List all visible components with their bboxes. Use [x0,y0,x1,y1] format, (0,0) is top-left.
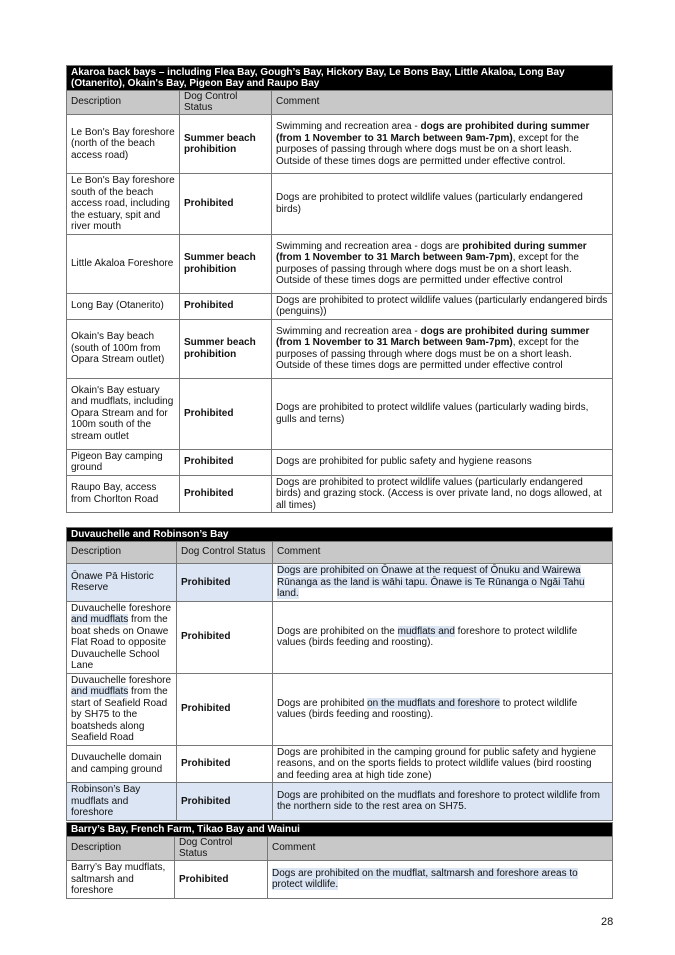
row-description: Duvauchelle foreshore and mudflats from the boat sheds on Onawe Flat Road to opposite Duvauchelle School Lane [67,601,177,673]
row-comment: Swimming and recreation area - dogs are prohibited during summer (from 1 November to 31 March between 9am-7pm), except for the purposes of passing through where dogs must be on a short leash. Outside of these times dogs are permitted under effective control [272,234,613,293]
row-description: Duvauchelle foreshore and mudflats from the start of Seafield Road by SH75 to the boatsheds along Seafield Road [67,673,177,745]
table-row [67,673,613,745]
row-status: Prohibited [177,673,273,745]
row-description: Long Bay (Otanerito) [67,293,180,319]
row-comment: Swimming and recreation area - dogs are prohibited during summer (from 1 November to 31 March between 9am-7pm), except for the purposes of passing through where dogs must be on a short leash. Outside of these times dogs are permitted under effective control [272,319,613,378]
table-title: Duvauchelle and Robinson’s Bay [67,528,613,542]
row-status: Prohibited [180,174,272,235]
table-row [67,115,613,174]
row-comment: Dogs are prohibited to protect wildlife values (particularly endangered birds) and grazing stock. (Access is over private land, no dogs allowed, at all times) [272,475,613,513]
table-row [67,601,613,673]
row-status: Prohibited [180,449,272,475]
row-status: Prohibited [177,745,273,783]
row-status: Prohibited [180,293,272,319]
header-comment: Comment [268,837,613,861]
row-status: Prohibited [177,783,273,821]
header-description: Description [67,837,175,861]
table-row [67,234,613,293]
table-title: Akaroa back bays – including Flea Bay, Gough’s Bay, Hickory Bay, Le Bons Bay, Little Akaloa, Long Bay (Otanerito), Okain's Bay, Pigeon Bay and Raupo Bay [67,66,613,91]
table-row [67,564,613,602]
barrys-bay-table [66,822,613,899]
table-title: Barry’s Bay, French Farm, Tikao Bay and Wainui [67,823,613,837]
row-comment: Dogs are prohibited on the mudflats and foreshore to protect wildlife values (birds feeding and roosting). [273,601,613,673]
row-comment: Dogs are prohibited for public safety and hygiene reasons [272,449,613,475]
row-description: Okain's Bay estuary and mudflats, including Opara Stream and for 100m south of the stream outlet [67,378,180,449]
akaroa-back-bays-table [66,65,613,513]
table-row [67,449,613,475]
row-status: Prohibited [177,601,273,673]
header-comment: Comment [273,542,613,564]
row-comment: Dogs are prohibited on the mudflat, saltmarsh and foreshore areas to protect wildlife. [268,861,613,899]
table-row [67,319,613,378]
table-row [67,783,613,821]
row-status: Summer beach prohibition [180,234,272,293]
row-description: Okain's Bay beach (south of 100m from Opara Stream outlet) [67,319,180,378]
row-status: Prohibited [180,378,272,449]
table-row [67,378,613,449]
header-description: Description [67,542,177,564]
row-comment: Dogs are prohibited to protect wildlife values (particularly endangered birds (penguins)) [272,293,613,319]
table-row [67,174,613,235]
row-description: Duvauchelle domain and camping ground [67,745,177,783]
row-description: Ōnawe Pā Historic Reserve [67,564,177,602]
header-status: Dog Control Status [177,542,273,564]
row-comment: Dogs are prohibited to protect wildlife values (particularly wading birds, gulls and terns) [272,378,613,449]
table-row [67,745,613,783]
table-row [67,861,613,899]
row-status: Prohibited [180,475,272,513]
row-description: Le Bon's Bay foreshore (north of the beach access road) [67,115,180,174]
header-comment: Comment [272,91,613,115]
header-status: Dog Control Status [180,91,272,115]
row-description: Little Akaloa Foreshore [67,234,180,293]
row-description: Barry’s Bay mudflats, saltmarsh and foreshore [67,861,175,899]
row-status: Summer beach prohibition [180,319,272,378]
row-comment: Dogs are prohibited in the camping ground for public safety and hygiene reasons, and on the sports fields to protect wildlife values (bird roosting and feeding area at high tide zone) [273,745,613,783]
page-number: 28 [601,916,614,928]
row-comment: Dogs are prohibited on Ōnawe at the request of Ōnuku and Wairewa Rūnanga as the land is wāhi tapu. Ōnawe is Te Rūnanga o Ngāi Tahu land. [273,564,613,602]
row-comment: Dogs are prohibited on the mudflats and foreshore to protect wildlife values (birds feeding and roosting). [273,673,613,745]
row-comment: Dogs are prohibited on the mudflats and foreshore to protect wildlife from the northern side to the rest area on SH75. [273,783,613,821]
row-status: Summer beach prohibition [180,115,272,174]
table-row [67,293,613,319]
row-comment: Swimming and recreation area - dogs are prohibited during summer (from 1 November to 31 March between 9am-7pm), except for the purposes of passing through where dogs must be on a short leash. Outside of these times dogs are permitted under effective control. [272,115,613,174]
row-description: Pigeon Bay camping ground [67,449,180,475]
row-description: Raupo Bay, access from Chorlton Road [67,475,180,513]
row-description: Le Bon's Bay foreshore south of the beach access road, including the estuary, spit and river mouth [67,174,180,235]
row-status: Prohibited [177,564,273,602]
row-status: Prohibited [175,861,268,899]
row-description: Robinson’s Bay mudflats and foreshore [67,783,177,821]
header-description: Description [67,91,180,115]
table-row [67,475,613,513]
row-comment: Dogs are prohibited to protect wildlife values (particularly endangered birds) [272,174,613,235]
header-status: Dog Control Status [175,837,268,861]
duvauchelle-robinsons-bay-table [66,527,613,821]
